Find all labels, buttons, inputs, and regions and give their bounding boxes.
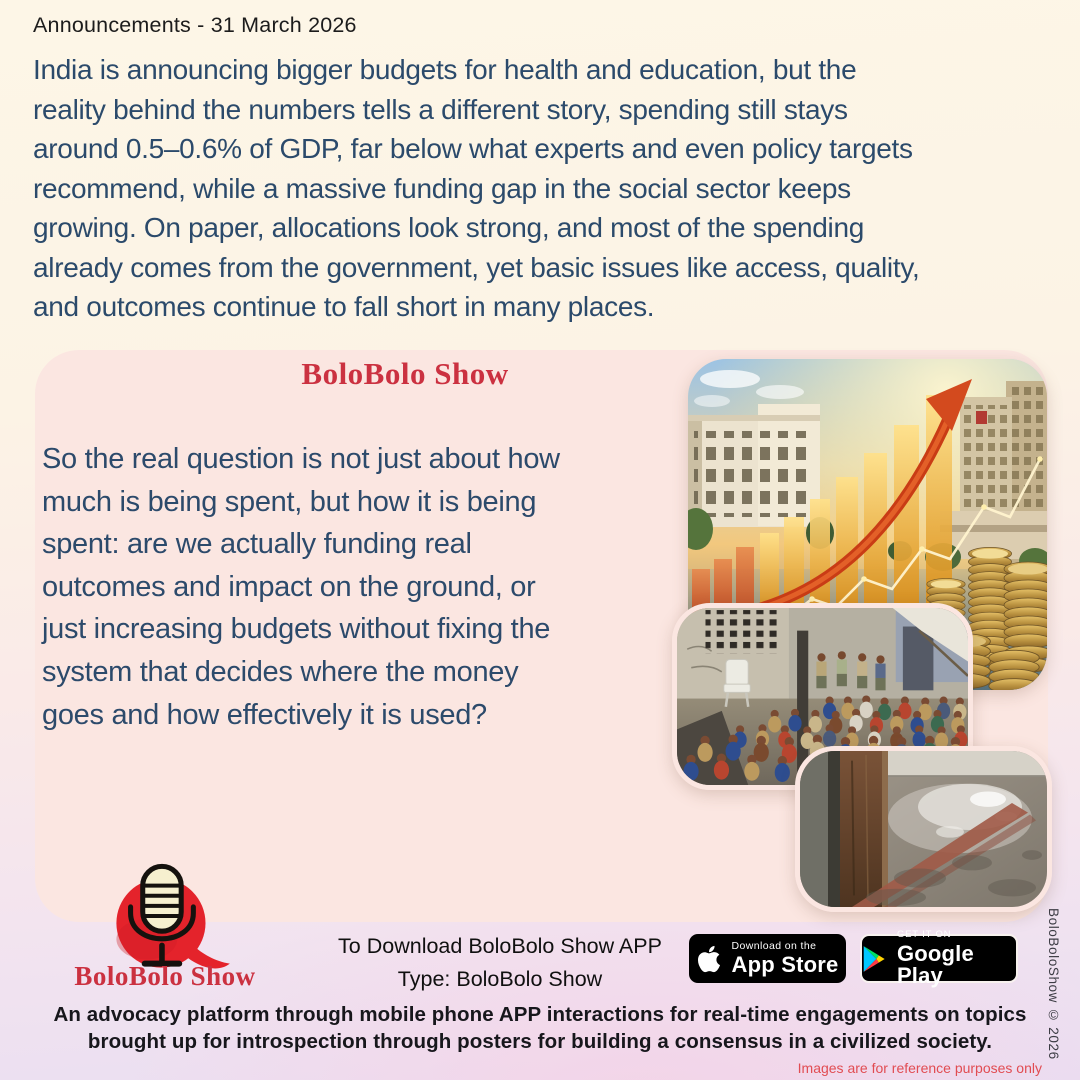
question-line: spent: are we actually funding real <box>42 528 472 561</box>
app-store-badge[interactable] <box>689 934 846 983</box>
footer-line-2: brought up for introspection through posters for building a consensus in a civilized society. <box>87 1030 993 1053</box>
google-play-badge-tagline: GET IT ON <box>896 929 952 941</box>
intro-line: around 0.5–0.6% of GDP, far below what experts and even policy targets <box>33 133 913 164</box>
microphone-speech-bubble-icon <box>84 858 246 972</box>
google-play-icon <box>862 944 886 974</box>
page-title: Announcements - 31 March 2026 <box>33 13 357 37</box>
download-line-1: To Download BoloBolo Show APP <box>338 934 662 958</box>
intro-line: reality behind the numbers tells a different story, spending still stays <box>33 93 848 125</box>
app-store-badge-label: App Store <box>731 952 839 978</box>
apple-icon <box>697 944 721 974</box>
copyright-vertical-text: BoloBoloShow © 2026 <box>1046 908 1061 1060</box>
intro-line: and outcomes continue to fall short in many places. <box>33 291 655 322</box>
intro-paragraph <box>33 50 919 327</box>
question-line: goes and how effectively it is used? <box>42 698 487 731</box>
card-brand-title: BoloBolo Show <box>301 356 509 391</box>
google-play-badge-label: Google Play <box>896 940 974 988</box>
bolobolo-logo <box>84 858 246 972</box>
intro-line: already comes from the government, yet basic issues like access, quality, <box>33 251 920 283</box>
download-instructions <box>315 934 685 992</box>
question-line: much is being spent, but how it is being <box>42 485 537 518</box>
footer-line-1: An advocacy platform through mobile phone APP interactions for real-time engagements on topics <box>53 1003 1027 1026</box>
footer-description <box>0 1001 1080 1055</box>
intro-line: recommend, while a massive funding gap in the social sector keeps <box>33 172 851 204</box>
intro-line: growing. On paper, allocations look strong, and most of the spending <box>33 212 865 243</box>
download-line-2: Type: BoloBolo Show <box>397 967 603 991</box>
app-store-badge-tagline: Download on the <box>731 939 817 952</box>
logo-wordmark: BoloBolo Show <box>74 961 256 991</box>
question-line: outcomes and impact on the ground, or <box>42 570 536 603</box>
google-play-badge[interactable] <box>860 929 1018 988</box>
question-paragraph <box>42 438 560 736</box>
question-line: So the real question is not just about how <box>42 443 560 475</box>
image-disclaimer: Images are for reference purposes only <box>797 1060 1042 1076</box>
damaged-wet-floor-graphic <box>800 751 1047 907</box>
intro-line: India is announcing bigger budgets for health and education, but the <box>33 54 857 85</box>
question-line: system that decides where the money <box>42 655 519 688</box>
damaged-wet-floor-image <box>795 746 1052 912</box>
question-line: just increasing budgets without fixing the <box>42 613 551 646</box>
